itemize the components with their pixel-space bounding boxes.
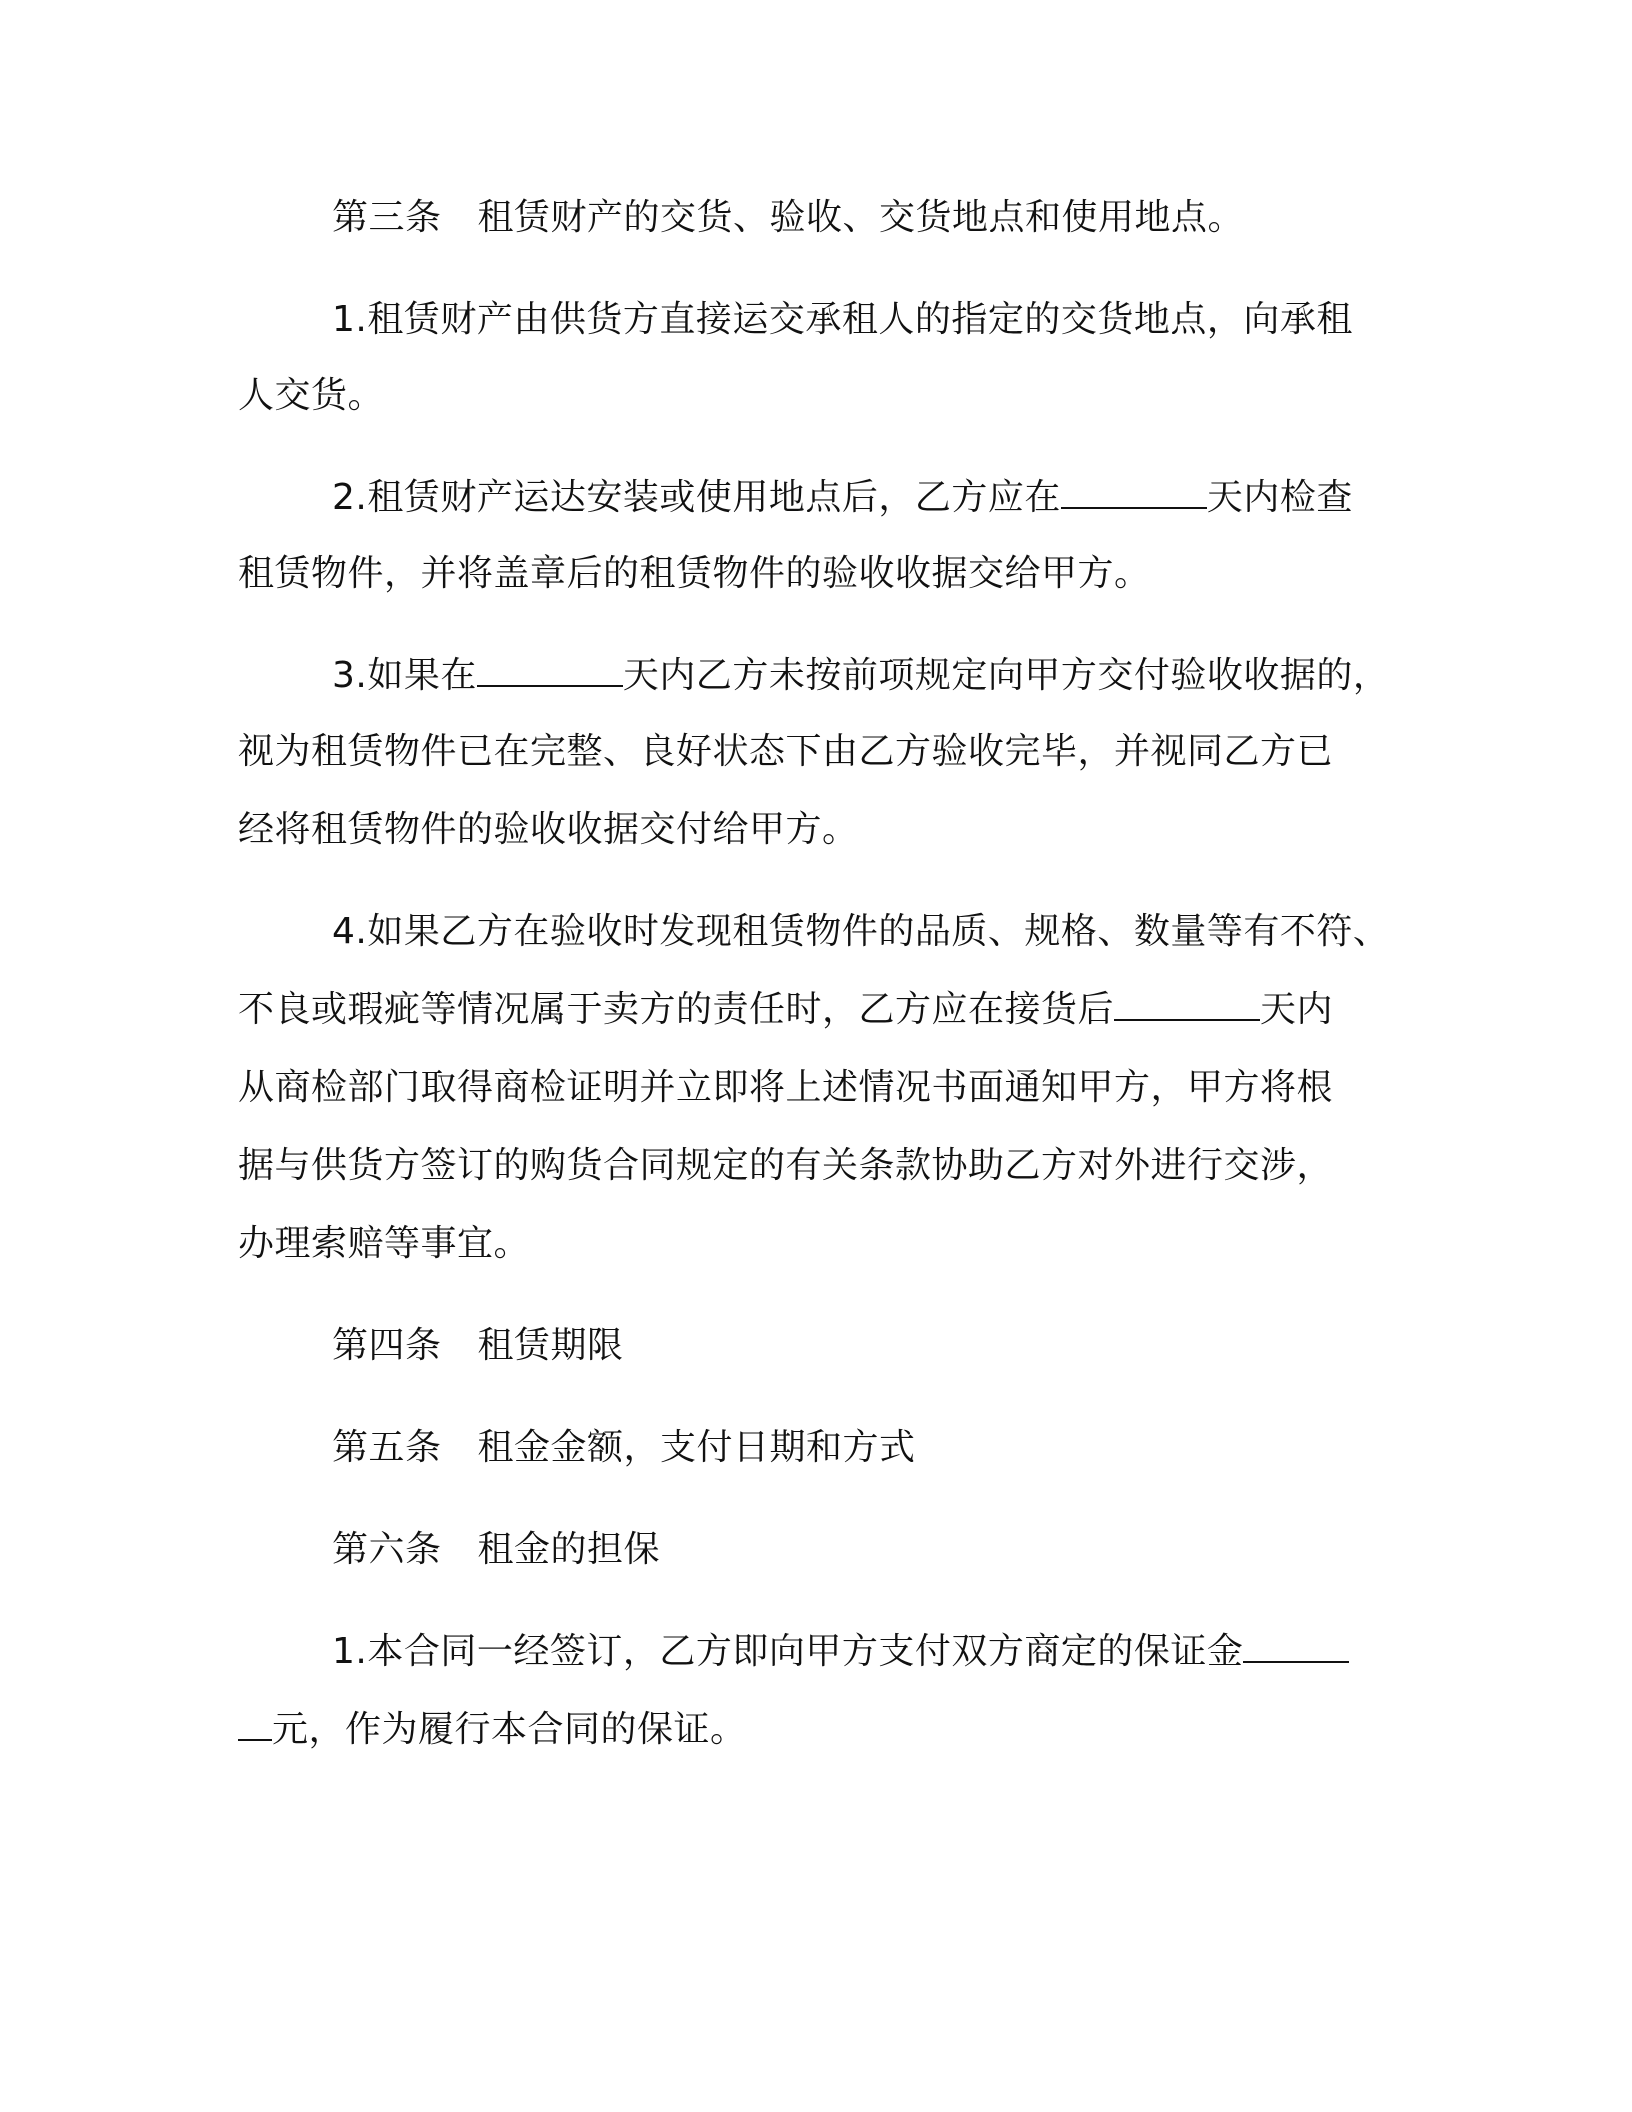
blank-deposit-amount-part-2 xyxy=(238,1709,272,1741)
article-3-heading xyxy=(332,196,1244,240)
clause-3-3-line-1 xyxy=(332,654,1389,698)
article-4-title: 租赁期限 xyxy=(477,1325,624,1366)
article-5-title: 租金金额，支付日期和方式 xyxy=(477,1427,916,1468)
clause-3-3-line-2: 视为租赁物件已在完整、良好状态下由乙方验收完毕，并视同乙方已 xyxy=(238,731,1334,772)
clause-3-4-line-5: 办理索赔等事宜。 xyxy=(238,1223,531,1264)
article-4-heading xyxy=(332,1324,624,1368)
clause-3-4-line-1: 4.如果乙方在验收时发现租赁物件的品质、规格、数量等有不符、 xyxy=(332,911,1390,952)
clause-3-3-text-after: 天内乙方未按前项规定向甲方交付验收收据的， xyxy=(622,655,1390,696)
clause-3-4-text-after: 天内 xyxy=(1260,989,1334,1030)
clause-3-2-text-after: 天内检查 xyxy=(1206,477,1353,518)
clause-3-2-line-1 xyxy=(332,476,1353,520)
blank-days-receipt xyxy=(477,655,623,687)
article-5-heading xyxy=(332,1426,916,1470)
article-3-title: 租赁财产的交货、验收、交货地点和使用地点。 xyxy=(477,197,1245,238)
clause-6-1-text: 1.本合同一经签订，乙方即向甲方支付双方商定的保证金 xyxy=(332,1631,1244,1672)
clause-3-3-line-3: 经将租赁物件的验收收据交付给甲方。 xyxy=(238,809,859,850)
clause-6-1-text-after: 元，作为履行本合同的保证。 xyxy=(272,1709,747,1750)
blank-days-inspection xyxy=(1061,477,1207,509)
article-6-number: 第六条 xyxy=(332,1529,442,1570)
clause-3-4-text-before: 不良或瑕疵等情况属于卖方的责任时，乙方应在接货后 xyxy=(238,989,1115,1030)
clause-3-4-line-4: 据与供货方签订的购货合同规定的有关条款协助乙方对外进行交涉， xyxy=(238,1145,1334,1186)
blank-deposit-amount-part-1 xyxy=(1243,1631,1349,1663)
clause-3-2-line-2: 租赁物件，并将盖章后的租赁物件的验收收据交给甲方。 xyxy=(238,553,1151,594)
article-3-number: 第三条 xyxy=(332,197,442,238)
clause-3-4-line-3: 从商检部门取得商检证明并立即将上述情况书面通知甲方，甲方将根 xyxy=(238,1067,1334,1108)
article-6-heading xyxy=(332,1528,660,1572)
clause-3-4-line-2 xyxy=(238,988,1333,1032)
clause-3-1-line-2: 人交货。 xyxy=(238,375,385,416)
article-6-title: 租金的担保 xyxy=(477,1529,661,1570)
article-4-number: 第四条 xyxy=(332,1325,442,1366)
clause-3-1-line-1: 1.租赁财产由供货方直接运交承租人的指定的交货地点，向承租 xyxy=(332,299,1353,340)
clause-6-1-line-1 xyxy=(332,1630,1349,1674)
article-5-number: 第五条 xyxy=(332,1427,442,1468)
clause-6-1-line-2 xyxy=(238,1708,747,1752)
clause-3-2-text-before: 2.租赁财产运达安装或使用地点后，乙方应在 xyxy=(332,477,1061,518)
blank-days-inspection-certificate xyxy=(1114,989,1260,1021)
clause-3-3-text-before: 3.如果在 xyxy=(332,655,477,696)
